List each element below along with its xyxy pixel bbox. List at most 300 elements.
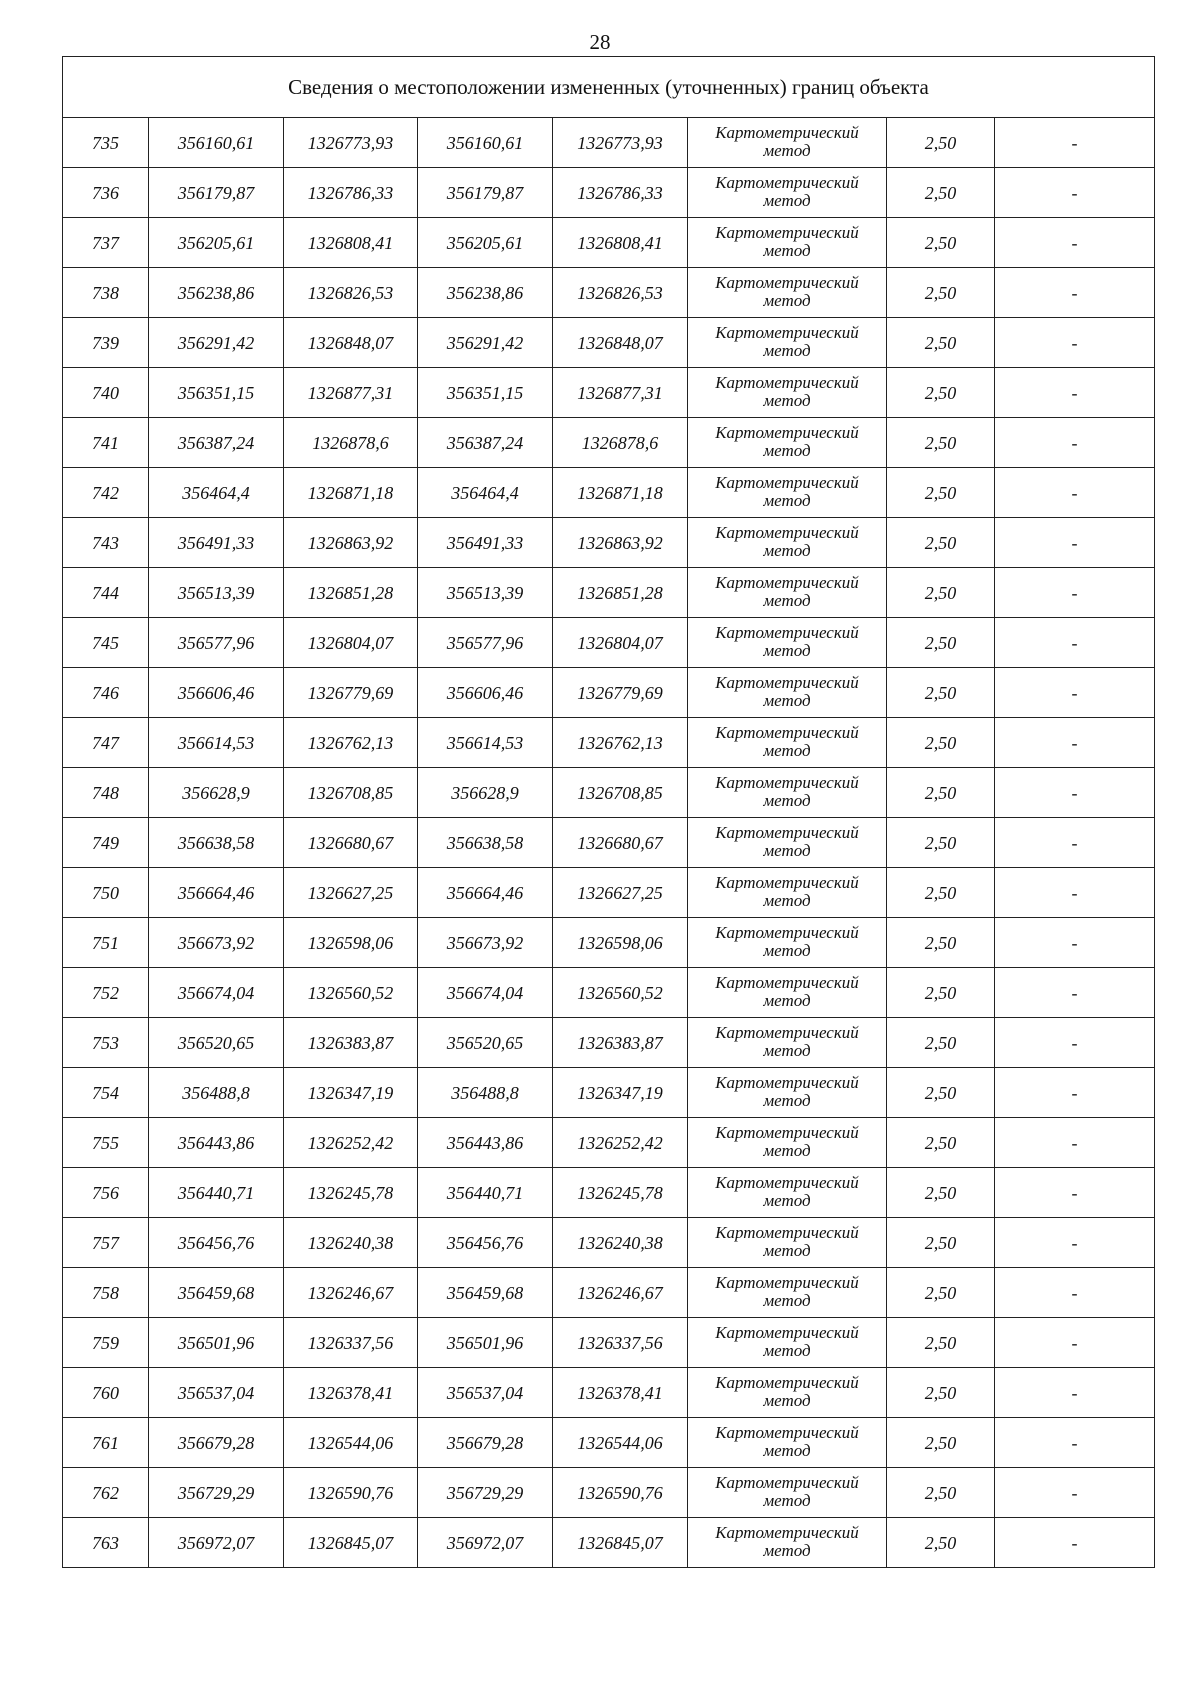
point-number: 755 [63, 1118, 149, 1168]
accuracy-value: 2,50 [887, 268, 995, 318]
point-number: 758 [63, 1268, 149, 1318]
existing-y-coordinate: 1326627,25 [284, 868, 418, 918]
refined-x-coordinate: 356673,92 [418, 918, 553, 968]
refined-x-coordinate: 356520,65 [418, 1018, 553, 1068]
determination-method [688, 1468, 887, 1518]
method-line-1: Картометрический [715, 672, 859, 692]
determination-method [688, 268, 887, 318]
method-line-2: метод [763, 1090, 811, 1110]
accuracy-value: 2,50 [887, 1218, 995, 1268]
note-value: - [995, 968, 1155, 1018]
existing-x-coordinate: 356456,76 [149, 1218, 284, 1268]
point-number: 753 [63, 1018, 149, 1068]
determination-method [688, 768, 887, 818]
table-row [63, 1468, 1155, 1518]
table-row [63, 1168, 1155, 1218]
determination-method [688, 418, 887, 468]
existing-x-coordinate: 356443,86 [149, 1118, 284, 1168]
method-line-2: метод [763, 1240, 811, 1260]
table-row [63, 718, 1155, 768]
point-number: 738 [63, 268, 149, 318]
accuracy-value: 2,50 [887, 818, 995, 868]
existing-x-coordinate: 356488,8 [149, 1068, 284, 1118]
point-number: 763 [63, 1518, 149, 1568]
point-number: 762 [63, 1468, 149, 1518]
accuracy-value: 2,50 [887, 768, 995, 818]
refined-x-coordinate: 356537,04 [418, 1368, 553, 1418]
existing-y-coordinate: 1326708,85 [284, 768, 418, 818]
accuracy-value: 2,50 [887, 1518, 995, 1568]
method-line-1: Картометрический [715, 172, 859, 192]
determination-method [688, 518, 887, 568]
point-number: 741 [63, 418, 149, 468]
note-value: - [995, 668, 1155, 718]
method-line-1: Картометрический [715, 1322, 859, 1342]
note-value: - [995, 818, 1155, 868]
note-value: - [995, 1418, 1155, 1468]
point-number: 750 [63, 868, 149, 918]
method-line-1: Картометрический [715, 772, 859, 792]
method-line-2: метод [763, 190, 811, 210]
refined-y-coordinate: 1326544,06 [553, 1418, 688, 1468]
table-row [63, 318, 1155, 368]
existing-x-coordinate: 356972,07 [149, 1518, 284, 1568]
note-value: - [995, 618, 1155, 668]
existing-x-coordinate: 356459,68 [149, 1268, 284, 1318]
note-value: - [995, 1518, 1155, 1568]
table-row [63, 1318, 1155, 1368]
note-value: - [995, 1468, 1155, 1518]
refined-x-coordinate: 356238,86 [418, 268, 553, 318]
determination-method [688, 568, 887, 618]
refined-x-coordinate: 356679,28 [418, 1418, 553, 1468]
existing-x-coordinate: 356638,58 [149, 818, 284, 868]
table-row [63, 968, 1155, 1018]
refined-y-coordinate: 1326378,41 [553, 1368, 688, 1418]
method-line-2: метод [763, 790, 811, 810]
existing-x-coordinate: 356179,87 [149, 168, 284, 218]
table-row [63, 1518, 1155, 1568]
table-row [63, 1118, 1155, 1168]
refined-x-coordinate: 356501,96 [418, 1318, 553, 1368]
method-line-1: Картометрический [715, 1222, 859, 1242]
accuracy-value: 2,50 [887, 168, 995, 218]
refined-x-coordinate: 356577,96 [418, 618, 553, 668]
determination-method [688, 868, 887, 918]
method-line-1: Картометрический [715, 722, 859, 742]
existing-x-coordinate: 356291,42 [149, 318, 284, 368]
existing-y-coordinate: 1326544,06 [284, 1418, 418, 1468]
table-row [63, 918, 1155, 968]
determination-method [688, 1518, 887, 1568]
method-line-2: метод [763, 940, 811, 960]
refined-y-coordinate: 1326826,53 [553, 268, 688, 318]
existing-x-coordinate: 356464,4 [149, 468, 284, 518]
table-row [63, 1418, 1155, 1468]
method-line-1: Картометрический [715, 522, 859, 542]
accuracy-value: 2,50 [887, 218, 995, 268]
note-value: - [995, 768, 1155, 818]
existing-y-coordinate: 1326786,33 [284, 168, 418, 218]
method-line-1: Картометрический [715, 1372, 859, 1392]
refined-y-coordinate: 1326848,07 [553, 318, 688, 368]
refined-y-coordinate: 1326245,78 [553, 1168, 688, 1218]
determination-method [688, 1168, 887, 1218]
note-value: - [995, 368, 1155, 418]
refined-y-coordinate: 1326598,06 [553, 918, 688, 968]
table-row [63, 768, 1155, 818]
table-row [63, 268, 1155, 318]
note-value: - [995, 118, 1155, 168]
table-row [63, 1068, 1155, 1118]
point-number: 754 [63, 1068, 149, 1118]
method-line-2: метод [763, 990, 811, 1010]
determination-method [688, 1268, 887, 1318]
determination-method [688, 668, 887, 718]
method-line-2: метод [763, 840, 811, 860]
existing-x-coordinate: 356614,53 [149, 718, 284, 768]
accuracy-value: 2,50 [887, 718, 995, 768]
method-line-2: метод [763, 140, 811, 160]
accuracy-value: 2,50 [887, 568, 995, 618]
existing-y-coordinate: 1326804,07 [284, 618, 418, 668]
note-value: - [995, 468, 1155, 518]
determination-method [688, 168, 887, 218]
table-row [63, 468, 1155, 518]
table-row [63, 1268, 1155, 1318]
note-value: - [995, 1118, 1155, 1168]
method-line-2: метод [763, 890, 811, 910]
page-number: 28 [589, 30, 611, 54]
accuracy-value: 2,50 [887, 1318, 995, 1368]
accuracy-value: 2,50 [887, 668, 995, 718]
table-row [63, 1218, 1155, 1268]
accuracy-value: 2,50 [887, 618, 995, 668]
accuracy-value: 2,50 [887, 468, 995, 518]
existing-y-coordinate: 1326878,6 [284, 418, 418, 468]
existing-y-coordinate: 1326252,42 [284, 1118, 418, 1168]
table-title: Сведения о местоположении измененных (уточненных) границ объекта [63, 57, 1155, 118]
refined-x-coordinate: 356664,46 [418, 868, 553, 918]
existing-y-coordinate: 1326240,38 [284, 1218, 418, 1268]
existing-x-coordinate: 356537,04 [149, 1368, 284, 1418]
note-value: - [995, 1268, 1155, 1318]
method-line-2: метод [763, 590, 811, 610]
refined-y-coordinate: 1326246,67 [553, 1268, 688, 1318]
method-line-1: Картометрический [715, 872, 859, 892]
method-line-2: метод [763, 390, 811, 410]
table-title-row [63, 57, 1155, 118]
point-number: 756 [63, 1168, 149, 1218]
table-row [63, 518, 1155, 568]
table-row [63, 418, 1155, 468]
refined-x-coordinate: 356459,68 [418, 1268, 553, 1318]
existing-x-coordinate: 356679,28 [149, 1418, 284, 1468]
existing-y-coordinate: 1326845,07 [284, 1518, 418, 1568]
method-line-1: Картометрический [715, 1272, 859, 1292]
determination-method [688, 918, 887, 968]
existing-y-coordinate: 1326863,92 [284, 518, 418, 568]
accuracy-value: 2,50 [887, 1018, 995, 1068]
table-row [63, 218, 1155, 268]
existing-x-coordinate: 356238,86 [149, 268, 284, 318]
point-number: 740 [63, 368, 149, 418]
existing-y-coordinate: 1326378,41 [284, 1368, 418, 1418]
refined-y-coordinate: 1326863,92 [553, 518, 688, 568]
table-row [63, 1018, 1155, 1068]
accuracy-value: 2,50 [887, 1168, 995, 1218]
method-line-1: Картометрический [715, 372, 859, 392]
determination-method [688, 468, 887, 518]
point-number: 760 [63, 1368, 149, 1418]
method-line-1: Картометрический [715, 922, 859, 942]
point-number: 752 [63, 968, 149, 1018]
table-row [63, 368, 1155, 418]
accuracy-value: 2,50 [887, 868, 995, 918]
refined-y-coordinate: 1326680,67 [553, 818, 688, 868]
existing-x-coordinate: 356673,92 [149, 918, 284, 968]
table-row [63, 668, 1155, 718]
refined-y-coordinate: 1326779,69 [553, 668, 688, 718]
existing-y-coordinate: 1326590,76 [284, 1468, 418, 1518]
refined-y-coordinate: 1326773,93 [553, 118, 688, 168]
method-line-2: метод [763, 1340, 811, 1360]
refined-y-coordinate: 1326627,25 [553, 868, 688, 918]
point-number: 745 [63, 618, 149, 668]
point-number: 757 [63, 1218, 149, 1268]
accuracy-value: 2,50 [887, 1368, 995, 1418]
determination-method [688, 318, 887, 368]
method-line-2: метод [763, 1390, 811, 1410]
note-value: - [995, 568, 1155, 618]
refined-y-coordinate: 1326845,07 [553, 1518, 688, 1568]
method-line-2: метод [763, 540, 811, 560]
point-number: 761 [63, 1418, 149, 1468]
existing-y-coordinate: 1326808,41 [284, 218, 418, 268]
refined-y-coordinate: 1326851,28 [553, 568, 688, 618]
note-value: - [995, 1318, 1155, 1368]
point-number: 747 [63, 718, 149, 768]
refined-x-coordinate: 356456,76 [418, 1218, 553, 1268]
refined-y-coordinate: 1326708,85 [553, 768, 688, 818]
refined-y-coordinate: 1326383,87 [553, 1018, 688, 1068]
accuracy-value: 2,50 [887, 318, 995, 368]
method-line-2: метод [763, 1290, 811, 1310]
point-number: 744 [63, 568, 149, 618]
accuracy-value: 2,50 [887, 918, 995, 968]
existing-y-coordinate: 1326337,56 [284, 1318, 418, 1368]
method-line-2: метод [763, 490, 811, 510]
table-row [63, 568, 1155, 618]
method-line-2: метод [763, 690, 811, 710]
point-number: 749 [63, 818, 149, 868]
method-line-2: метод [763, 290, 811, 310]
refined-y-coordinate: 1326347,19 [553, 1068, 688, 1118]
refined-x-coordinate: 356606,46 [418, 668, 553, 718]
refined-y-coordinate: 1326804,07 [553, 618, 688, 668]
refined-y-coordinate: 1326590,76 [553, 1468, 688, 1518]
existing-y-coordinate: 1326779,69 [284, 668, 418, 718]
refined-y-coordinate: 1326871,18 [553, 468, 688, 518]
refined-x-coordinate: 356638,58 [418, 818, 553, 868]
existing-x-coordinate: 356628,9 [149, 768, 284, 818]
refined-y-coordinate: 1326808,41 [553, 218, 688, 268]
note-value: - [995, 868, 1155, 918]
refined-x-coordinate: 356351,15 [418, 368, 553, 418]
determination-method [688, 968, 887, 1018]
accuracy-value: 2,50 [887, 1068, 995, 1118]
refined-x-coordinate: 356614,53 [418, 718, 553, 768]
determination-method [688, 1068, 887, 1118]
existing-x-coordinate: 356491,33 [149, 518, 284, 568]
method-line-1: Картометрический [715, 122, 859, 142]
table-row [63, 818, 1155, 868]
note-value: - [995, 1018, 1155, 1068]
existing-x-coordinate: 356520,65 [149, 1018, 284, 1068]
existing-y-coordinate: 1326347,19 [284, 1068, 418, 1118]
refined-x-coordinate: 356160,61 [418, 118, 553, 168]
note-value: - [995, 418, 1155, 468]
existing-x-coordinate: 356513,39 [149, 568, 284, 618]
determination-method [688, 618, 887, 668]
refined-y-coordinate: 1326786,33 [553, 168, 688, 218]
refined-x-coordinate: 356440,71 [418, 1168, 553, 1218]
method-line-2: метод [763, 1490, 811, 1510]
method-line-1: Картометрический [715, 272, 859, 292]
determination-method [688, 1018, 887, 1068]
determination-method [688, 1368, 887, 1418]
determination-method [688, 1118, 887, 1168]
existing-x-coordinate: 356160,61 [149, 118, 284, 168]
existing-x-coordinate: 356440,71 [149, 1168, 284, 1218]
note-value: - [995, 1168, 1155, 1218]
method-line-2: метод [763, 1440, 811, 1460]
table-body [63, 118, 1155, 1568]
existing-x-coordinate: 356205,61 [149, 218, 284, 268]
point-number: 759 [63, 1318, 149, 1368]
existing-y-coordinate: 1326598,06 [284, 918, 418, 968]
refined-x-coordinate: 356628,9 [418, 768, 553, 818]
existing-x-coordinate: 356729,29 [149, 1468, 284, 1518]
refined-x-coordinate: 356972,07 [418, 1518, 553, 1568]
method-line-2: метод [763, 1040, 811, 1060]
accuracy-value: 2,50 [887, 968, 995, 1018]
existing-y-coordinate: 1326877,31 [284, 368, 418, 418]
note-value: - [995, 218, 1155, 268]
note-value: - [995, 718, 1155, 768]
accuracy-value: 2,50 [887, 1118, 995, 1168]
table-row [63, 1368, 1155, 1418]
determination-method [688, 1218, 887, 1268]
note-value: - [995, 918, 1155, 968]
determination-method [688, 818, 887, 868]
method-line-2: метод [763, 1140, 811, 1160]
determination-method [688, 718, 887, 768]
determination-method [688, 1318, 887, 1368]
method-line-1: Картометрический [715, 472, 859, 492]
determination-method [688, 1418, 887, 1468]
refined-x-coordinate: 356291,42 [418, 318, 553, 368]
refined-x-coordinate: 356513,39 [418, 568, 553, 618]
method-line-1: Картометрический [715, 1122, 859, 1142]
method-line-1: Картометрический [715, 972, 859, 992]
method-line-1: Картометрический [715, 222, 859, 242]
method-line-1: Картометрический [715, 1022, 859, 1042]
refined-y-coordinate: 1326560,52 [553, 968, 688, 1018]
existing-y-coordinate: 1326871,18 [284, 468, 418, 518]
method-line-1: Картометрический [715, 322, 859, 342]
refined-x-coordinate: 356443,86 [418, 1118, 553, 1168]
accuracy-value: 2,50 [887, 1468, 995, 1518]
refined-x-coordinate: 356205,61 [418, 218, 553, 268]
existing-y-coordinate: 1326826,53 [284, 268, 418, 318]
method-line-1: Картометрический [715, 1472, 859, 1492]
point-number: 742 [63, 468, 149, 518]
existing-x-coordinate: 356577,96 [149, 618, 284, 668]
note-value: - [995, 268, 1155, 318]
method-line-2: метод [763, 240, 811, 260]
method-line-2: метод [763, 740, 811, 760]
refined-x-coordinate: 356491,33 [418, 518, 553, 568]
method-line-1: Картометрический [715, 822, 859, 842]
method-line-1: Картометрический [715, 1522, 859, 1542]
existing-y-coordinate: 1326680,67 [284, 818, 418, 868]
refined-x-coordinate: 356488,8 [418, 1068, 553, 1118]
existing-x-coordinate: 356387,24 [149, 418, 284, 468]
point-number: 748 [63, 768, 149, 818]
method-line-1: Картометрический [715, 1172, 859, 1192]
accuracy-value: 2,50 [887, 518, 995, 568]
refined-x-coordinate: 356179,87 [418, 168, 553, 218]
existing-y-coordinate: 1326851,28 [284, 568, 418, 618]
point-number: 751 [63, 918, 149, 968]
existing-x-coordinate: 356606,46 [149, 668, 284, 718]
existing-y-coordinate: 1326383,87 [284, 1018, 418, 1068]
existing-y-coordinate: 1326560,52 [284, 968, 418, 1018]
refined-x-coordinate: 356674,04 [418, 968, 553, 1018]
table-row [63, 168, 1155, 218]
existing-y-coordinate: 1326848,07 [284, 318, 418, 368]
note-value: - [995, 518, 1155, 568]
refined-y-coordinate: 1326762,13 [553, 718, 688, 768]
method-line-1: Картометрический [715, 622, 859, 642]
determination-method [688, 118, 887, 168]
note-value: - [995, 1218, 1155, 1268]
existing-x-coordinate: 356674,04 [149, 968, 284, 1018]
boundary-coordinates-table [62, 56, 1155, 1568]
refined-y-coordinate: 1326337,56 [553, 1318, 688, 1368]
table-row [63, 868, 1155, 918]
refined-x-coordinate: 356387,24 [418, 418, 553, 468]
point-number: 735 [63, 118, 149, 168]
point-number: 743 [63, 518, 149, 568]
refined-y-coordinate: 1326240,38 [553, 1218, 688, 1268]
refined-y-coordinate: 1326878,6 [553, 418, 688, 468]
note-value: - [995, 168, 1155, 218]
existing-y-coordinate: 1326246,67 [284, 1268, 418, 1318]
table-row [63, 618, 1155, 668]
note-value: - [995, 1368, 1155, 1418]
determination-method [688, 218, 887, 268]
existing-x-coordinate: 356501,96 [149, 1318, 284, 1368]
note-value: - [995, 318, 1155, 368]
existing-x-coordinate: 356664,46 [149, 868, 284, 918]
accuracy-value: 2,50 [887, 368, 995, 418]
point-number: 746 [63, 668, 149, 718]
method-line-1: Картометрический [715, 1072, 859, 1092]
point-number: 736 [63, 168, 149, 218]
method-line-2: метод [763, 440, 811, 460]
